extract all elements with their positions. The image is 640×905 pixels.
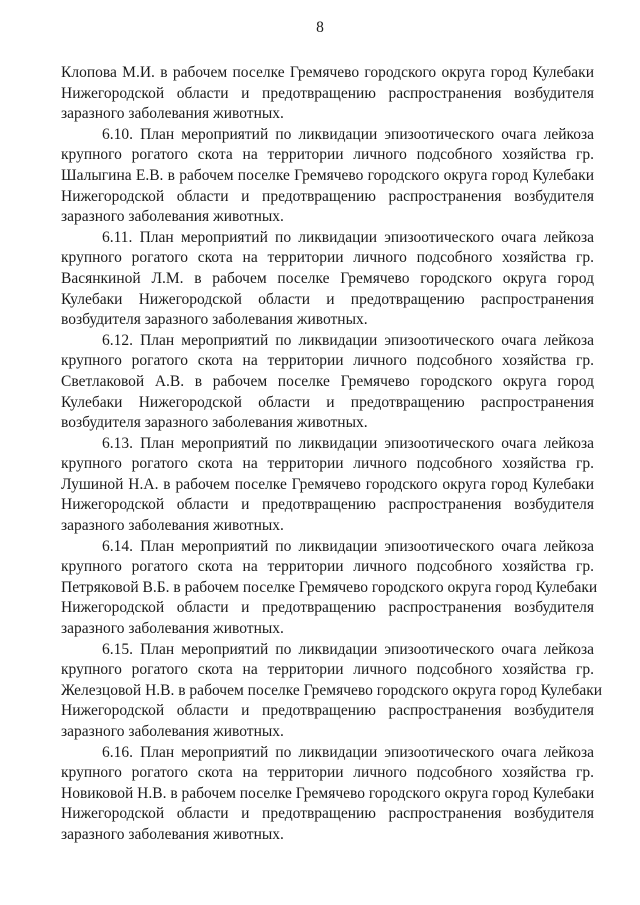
paragraph-6-14 [61, 537, 598, 640]
paragraph-6-12 [61, 331, 594, 434]
paragraph-line: 6.16. План мероприятий по ликвидации эпизоотического очага лейкоза [102, 743, 594, 761]
paragraph-line: крупного рогатого скота на территории личного подсобного хозяйства гр. [61, 764, 594, 782]
paragraph-line: заразного заболевания животных. [61, 620, 284, 638]
paragraph-line: 6.11. План мероприятий по ликвидации эпизоотического очага лейкоза [102, 228, 594, 246]
paragraph-line: Васянкиной Л.М. в рабочем поселке Гремячево городского округа город [61, 269, 594, 287]
paragraph-line: крупного рогатого скота на территории личного подсобного хозяйства гр. [61, 455, 594, 473]
paragraph-line: Нижегородской области и предотвращению распространения возбудителя [61, 187, 594, 205]
paragraph-line: крупного рогатого скота на территории личного подсобного хозяйства гр. [61, 352, 594, 370]
paragraph-line: заразного заболевания животных. [61, 208, 284, 226]
paragraph-line: 6.12. План мероприятий по ликвидации эпизоотического очага лейкоза [102, 331, 594, 349]
document-body [61, 63, 603, 846]
paragraph-line: Нижегородской области и предотвращению распространения возбудителя [61, 496, 594, 514]
paragraph-line: крупного рогатого скота на территории личного подсобного хозяйства гр. [61, 661, 594, 679]
paragraph-line: заразного заболевания животных. [61, 105, 284, 123]
paragraph-line: Новиковой Н.В. в рабочем поселке Гремячево городского округа город Кулебаки [61, 784, 595, 802]
paragraph-line: крупного рогатого скота на территории личного подсобного хозяйства гр. [61, 558, 594, 576]
paragraph-line: Петряковой В.Б. в рабочем поселке Гремячево городского округа город Кулебаки [61, 578, 598, 596]
paragraph-line: Нижегородской области и предотвращению распространения возбудителя [61, 702, 594, 720]
paragraph-line: Клопова М.И. в рабочем поселке Гремячево городского округа город Кулебаки [61, 64, 594, 81]
paragraph-line: 6.10. План мероприятий по ликвидации эпизоотического очага лейкоза [102, 125, 594, 143]
paragraph-line: Светлаковой А.В. в рабочем поселке Гремячево городского округа город [61, 372, 594, 390]
paragraph-6-15 [61, 640, 603, 743]
paragraph-line: Нижегородской области и предотвращению распространения возбудителя [61, 805, 594, 823]
paragraph-line: 6.13. План мероприятий по ликвидации эпизоотического очага лейкоза [102, 434, 594, 452]
paragraph-line: Нижегородской области и предотвращению распространения возбудителя [61, 599, 594, 617]
paragraph-line: заразного заболевания животных. [61, 723, 284, 740]
paragraph-6-11 [61, 228, 594, 331]
paragraph-6-16 [61, 743, 594, 846]
paragraph-line: Железцовой Н.В. в рабочем поселке Гремячево городского округа город Кулебаки [61, 681, 603, 699]
paragraph-line: Лушиной Н.А. в рабочем поселке Гремячево городского округа город Кулебаки [61, 475, 594, 493]
paragraph-line: возбудителя заразного заболевания животных. [61, 311, 368, 329]
paragraph-line: Шалыгина Е.В. в рабочем поселке Гремячево городского округа город Кулебаки [61, 166, 594, 184]
paragraph-line: 6.15. План мероприятий по ликвидации эпизоотического очага лейкоза [102, 640, 594, 658]
paragraph-6-13 [61, 434, 594, 537]
page-number: 8 [316, 19, 324, 36]
paragraph-line: возбудителя заразного заболевания животных. [61, 414, 368, 432]
paragraph-line: Кулебаки Нижегородской области и предотвращению распространения [61, 393, 594, 411]
paragraph-line: крупного рогатого скота на территории личного подсобного хозяйства гр. [61, 249, 594, 267]
paragraph-continuation [61, 63, 594, 125]
paragraph-line: Кулебаки Нижегородской области и предотвращению распространения [61, 290, 594, 308]
paragraph-line: заразного заболевания животных. [61, 825, 284, 843]
paragraph-line: заразного заболевания животных. [61, 517, 284, 535]
paragraph-6-10 [61, 125, 594, 228]
paragraph-line: Нижегородской области и предотвращению распространения возбудителя [61, 84, 594, 102]
paragraph-line: 6.14. План мероприятий по ликвидации эпизоотического очага лейкоза [102, 537, 594, 555]
paragraph-line: крупного рогатого скота на территории личного подсобного хозяйства гр. [61, 146, 594, 164]
